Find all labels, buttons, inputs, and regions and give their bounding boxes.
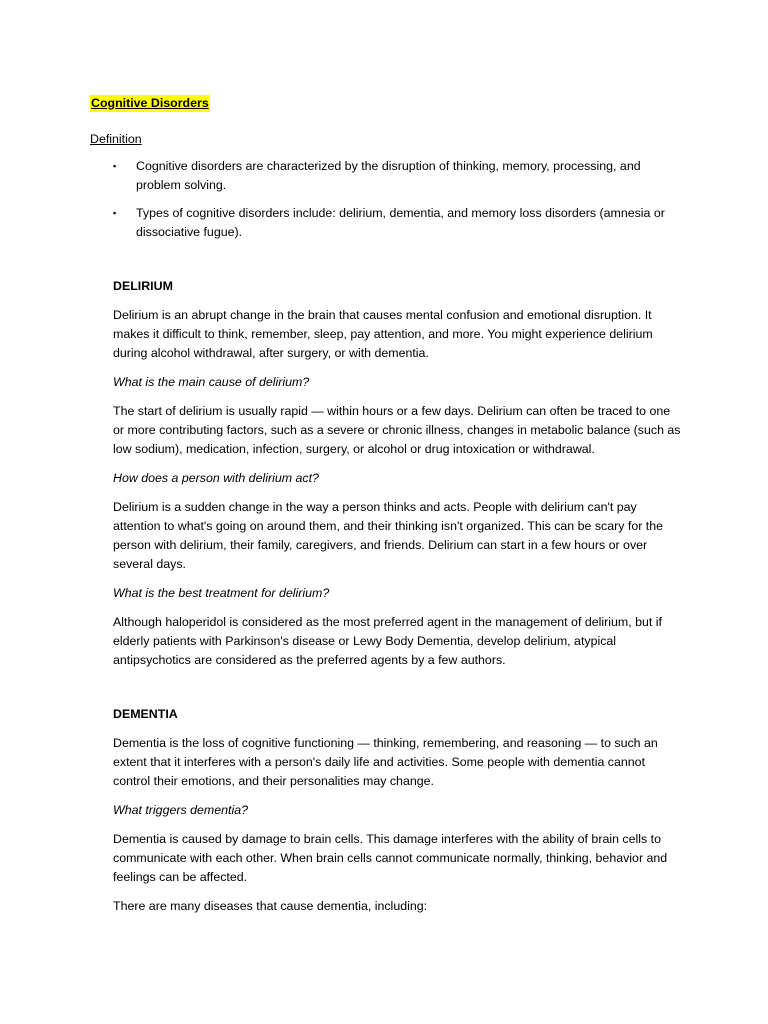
- dementia-question-1: What triggers dementia?: [113, 803, 248, 817]
- page-title: Cognitive Disorders: [91, 96, 209, 110]
- dementia-heading: DEMENTIA: [113, 707, 178, 721]
- delirium-answer-2: Delirium is a sudden change in the way a person thinks and acts. People with delirium can't pay attention to what's going on around them, and their thinking isn't organized. This can be scary for the person with delirium, their family, caregivers, and friends. Delirium can start in a few hours or over several days.: [113, 500, 664, 571]
- delirium-answer-1: The start of delirium is usually rapid — within hours or a few days. Delirium can often be traced to one or more contributing factors, such as a severe or chronic illness, changes in metabolic balance (such as low sodium), medication, infection, surgery, or alcohol or drug intoxication or withdrawal.: [113, 404, 681, 456]
- document-body: [90, 94, 683, 916]
- square-bullet-icon: ▪: [113, 161, 117, 171]
- delirium-question-3: What is the best treatment for delirium?: [113, 586, 330, 600]
- list-item: [113, 157, 683, 195]
- delirium-question-1: What is the main cause of delirium?: [113, 375, 310, 389]
- list-item: [113, 204, 683, 242]
- dementia-answer-2: There are many diseases that cause dementia, including:: [113, 899, 428, 913]
- delirium-answer-3: Although haloperidol is considered as the most preferred agent in the management of delirium, but if elderly patients with Parkinson's disease or Lewy Body Dementia, develop delirium, atypical antipsychotics are considered as the preferred agents by a few authors.: [113, 615, 662, 667]
- square-bullet-icon: ▪: [113, 208, 117, 218]
- dementia-answer-1: Dementia is caused by damage to brain cells. This damage interferes with the ability of brain cells to communicate with each other. When brain cells cannot communicate normally, thinking, behavior and feelings can be affected.: [113, 832, 668, 884]
- delirium-section: [113, 277, 683, 670]
- delirium-heading: DELIRIUM: [113, 279, 173, 293]
- definition-heading: Definition: [90, 132, 142, 146]
- delirium-question-2: How does a person with delirium act?: [113, 471, 319, 485]
- dementia-intro: Dementia is the loss of cognitive functioning — thinking, remembering, and reasoning — to such an extent that it interferes with a person's daily life and activities. Some people with dementia cannot control their emotions, and their personalities may change.: [113, 736, 658, 788]
- list-item-text: Cognitive disorders are characterized by the disruption of thinking, memory, processing, and problem solving.: [136, 159, 641, 192]
- delirium-intro: Delirium is an abrupt change in the brain that causes mental confusion and emotional disruption. It makes it difficult to think, remember, sleep, pay attention, and more. You might experience delirium during alcohol withdrawal, after surgery, or with dementia.: [113, 308, 653, 360]
- definition-list: [113, 157, 683, 242]
- dementia-section: [113, 705, 683, 916]
- list-item-text: Types of cognitive disorders include: delirium, dementia, and memory loss disorders (amnesia or dissociative fugue).: [136, 206, 665, 239]
